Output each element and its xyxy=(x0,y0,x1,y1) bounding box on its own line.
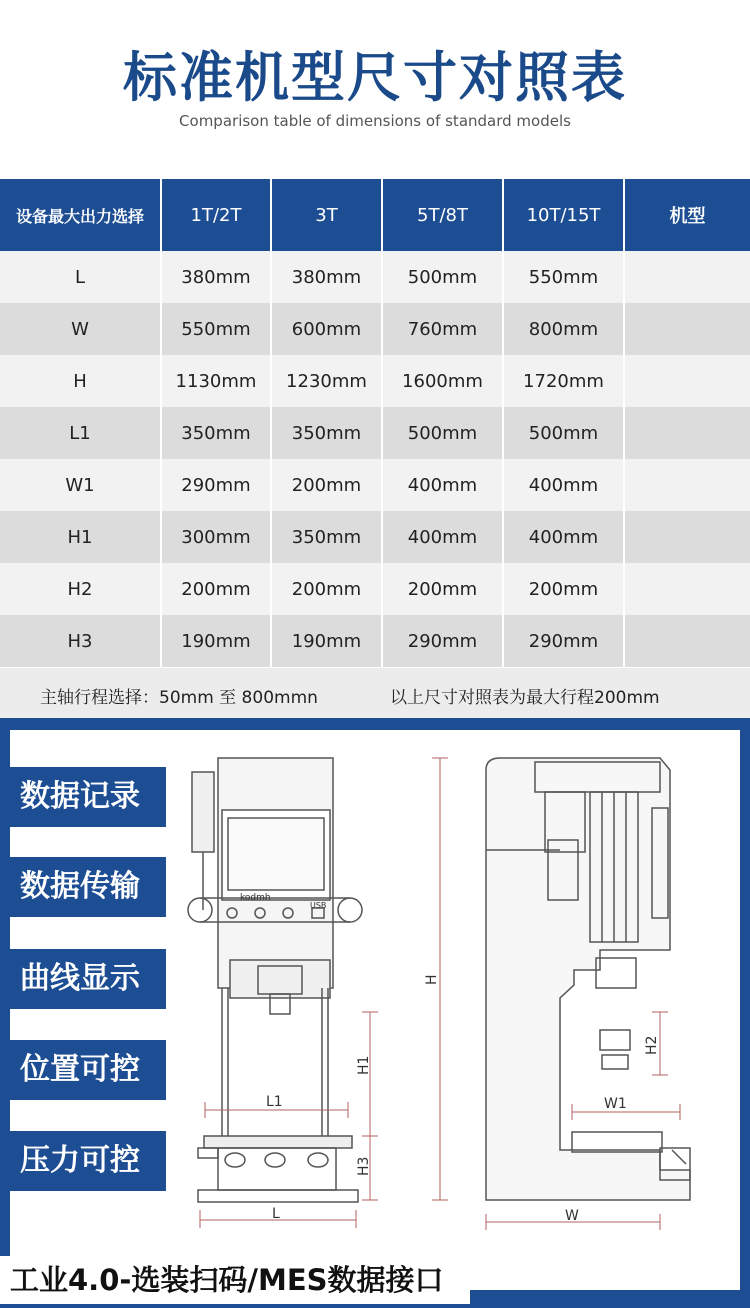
table-row xyxy=(0,355,750,407)
row-label: W xyxy=(0,303,161,355)
table-cell xyxy=(624,459,750,511)
column-header: 1T/2T xyxy=(161,179,271,251)
table-cell: 200mm xyxy=(271,563,382,615)
row-label: L1 xyxy=(0,407,161,459)
row-label: L xyxy=(0,251,161,303)
table-cell: 380mm xyxy=(161,251,271,303)
table-row xyxy=(0,563,750,615)
table-cell: 380mm xyxy=(271,251,382,303)
table-cell: 190mm xyxy=(271,615,382,667)
dimension-table xyxy=(0,179,750,667)
footer-banner: 工业4.0-选装扫码/MES数据接口 xyxy=(0,1256,470,1304)
feature-tag: 数据传输 xyxy=(0,857,166,917)
max-stroke-note: 以上尺寸对照表为最大行程200mm xyxy=(390,688,660,708)
row-label: H xyxy=(0,355,161,407)
table-cell xyxy=(624,251,750,303)
column-header: 设备最大出力选择 xyxy=(0,179,161,251)
table-cell: 190mm xyxy=(161,615,271,667)
table-row xyxy=(0,251,750,303)
feature-tag: 压力可控 xyxy=(0,1131,166,1191)
dim-label-l1: L1 xyxy=(266,1094,283,1110)
table-cell: 550mm xyxy=(161,303,271,355)
table-cell: 400mm xyxy=(382,459,503,511)
table-row xyxy=(0,407,750,459)
column-header: 5T/8T xyxy=(382,179,503,251)
brand-label: kodmh xyxy=(240,893,271,903)
table-cell: 400mm xyxy=(503,459,624,511)
table-cell: 400mm xyxy=(382,511,503,563)
feature-tag: 数据记录 xyxy=(0,767,166,827)
table-cell: 800mm xyxy=(503,303,624,355)
dim-label-w: W xyxy=(565,1208,579,1224)
table-cell: 200mm xyxy=(503,563,624,615)
dim-label-w1: W1 xyxy=(604,1096,627,1112)
feature-tag: 位置可控 xyxy=(0,1040,166,1100)
table-cell: 1600mm xyxy=(382,355,503,407)
table-cell xyxy=(624,303,750,355)
table-cell: 290mm xyxy=(382,615,503,667)
table-cell: 760mm xyxy=(382,303,503,355)
table-cell xyxy=(624,407,750,459)
dim-label-h: H xyxy=(424,974,440,985)
table-cell: 500mm xyxy=(503,407,624,459)
table-cell: 290mm xyxy=(503,615,624,667)
dim-label-h3: H3 xyxy=(356,1156,372,1176)
page-title: 标准机型尺寸对照表 xyxy=(123,46,627,109)
table-cell: 1130mm xyxy=(161,355,271,407)
table-cell: 350mm xyxy=(271,511,382,563)
table-cell: 300mm xyxy=(161,511,271,563)
table-cell: 350mm xyxy=(271,407,382,459)
stroke-note-bar xyxy=(0,668,750,718)
row-label: W1 xyxy=(0,459,161,511)
table-cell xyxy=(624,615,750,667)
column-header: 机型 xyxy=(624,179,750,251)
row-label: H2 xyxy=(0,563,161,615)
table-cell xyxy=(624,511,750,563)
stroke-note: 主轴行程选择：50mm 至 800mmn xyxy=(40,688,318,708)
table-cell: 550mm xyxy=(503,251,624,303)
row-label: H1 xyxy=(0,511,161,563)
table-cell: 200mm xyxy=(382,563,503,615)
table-row xyxy=(0,459,750,511)
column-header: 3T xyxy=(271,179,382,251)
dim-label-h2: H2 xyxy=(644,1035,660,1055)
dim-label-l: L xyxy=(272,1206,280,1222)
table-cell: 500mm xyxy=(382,407,503,459)
table-header-row xyxy=(0,179,750,251)
page-subtitle: Comparison table of dimensions of standard models xyxy=(179,112,571,130)
table-cell: 600mm xyxy=(271,303,382,355)
row-label: H3 xyxy=(0,615,161,667)
table-cell: 1720mm xyxy=(503,355,624,407)
feature-tag: 曲线显示 xyxy=(0,949,166,1009)
dim-label-h1: H1 xyxy=(356,1055,372,1075)
table-row xyxy=(0,511,750,563)
usb-label: USB xyxy=(310,901,327,910)
table-cell: 200mm xyxy=(271,459,382,511)
table-cell xyxy=(624,563,750,615)
table-cell: 400mm xyxy=(503,511,624,563)
table-row xyxy=(0,303,750,355)
column-header: 10T/15T xyxy=(503,179,624,251)
table-cell xyxy=(624,355,750,407)
table-cell: 350mm xyxy=(161,407,271,459)
table-cell: 290mm xyxy=(161,459,271,511)
table-cell: 1230mm xyxy=(271,355,382,407)
table-cell: 500mm xyxy=(382,251,503,303)
table-cell: 200mm xyxy=(161,563,271,615)
table-row xyxy=(0,615,750,667)
